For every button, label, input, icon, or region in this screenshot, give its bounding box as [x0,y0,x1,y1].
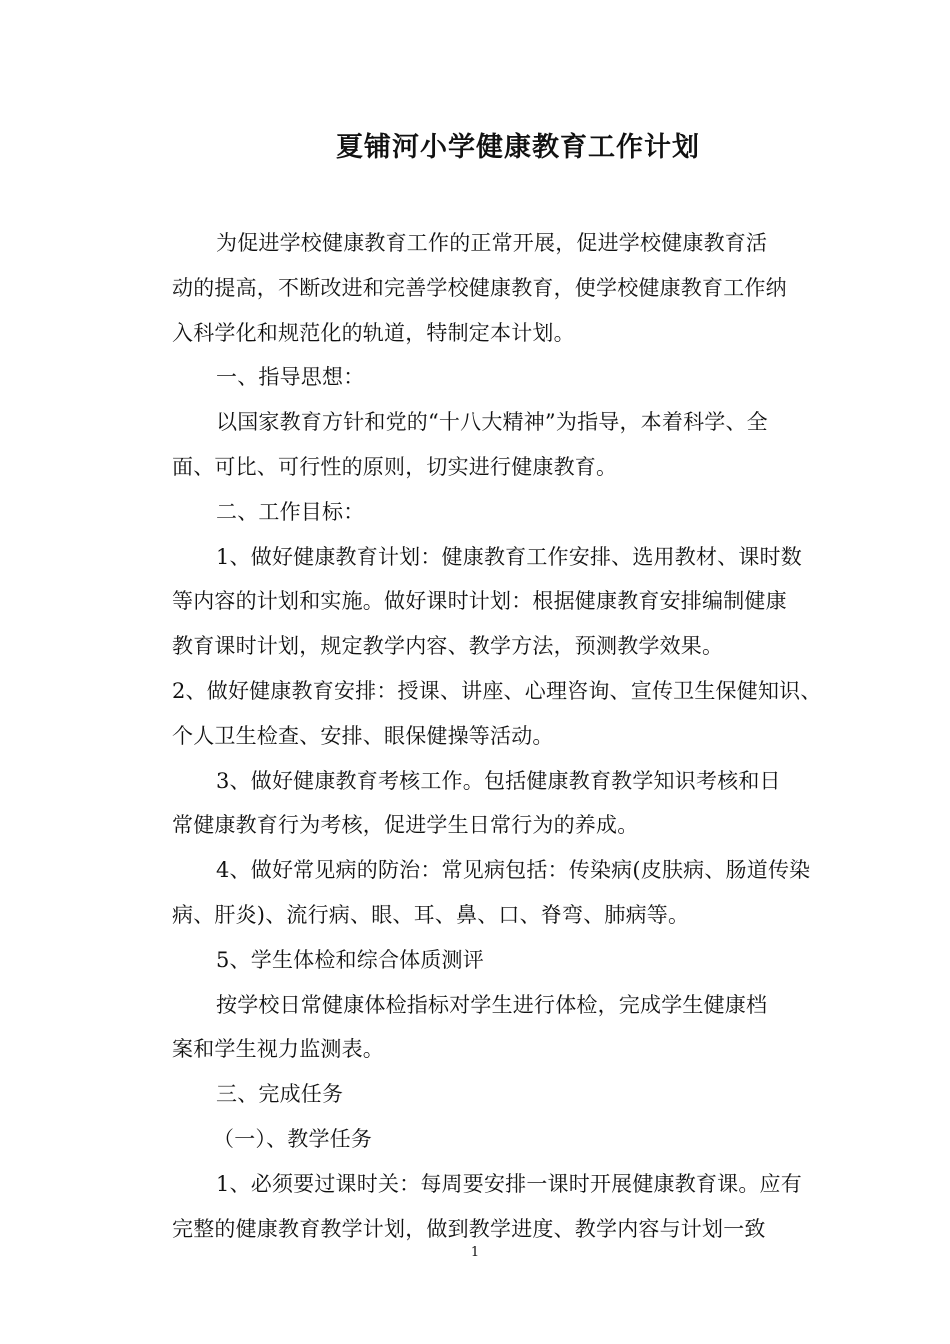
section-heading: 二、工作目标： [216,499,365,524]
list-item-line: 完整的健康教育教学计划，做到教学进度、教学内容与计划一致 [172,1216,766,1241]
paragraph-line: 入科学化和规范化的轨道，特制定本计划。 [172,320,575,345]
paragraph-line: 面、可比、可行性的原则，切实进行健康教育。 [172,454,618,479]
list-item-line: 个人卫生检查、安排、眼保健操等活动。 [172,723,554,748]
page-number: 1 [470,1245,480,1260]
paragraph-line: 案和学生视力监测表。 [172,1037,384,1062]
list-item-line: 1、必须要过课时关：每周要安排一课时开展健康教育课。应有 [216,1171,802,1196]
list-item-line: 2、做好健康教育安排：授课、讲座、心理咨询、宣传卫生保健知识、 [172,678,822,703]
list-item-line: 病、肝炎)、流行病、眼、耳、鼻、口、脊弯、肺病等。 [172,902,690,927]
list-item-line: 4、做好常见病的防治：常见病包括：传染病(皮肤病、肠道传染 [216,858,811,883]
paragraph-line: 以国家教育方针和党的“十八大精神”为指导，本着科学、全 [216,410,768,435]
list-item-line: 5、学生体检和综合体质测评 [216,947,484,972]
list-item-line: 1、做好健康教育计划：健康教育工作安排、选用教材、课时数 [216,544,802,569]
paragraph-line: 为促进学校健康教育工作的正常开展，促进学校健康教育活 [216,231,768,255]
list-item-line: 教育课时计划，规定教学内容、教学方法，预测教学效果。 [172,634,724,659]
section-heading: 一、指导思想： [216,365,365,390]
list-item-line: 常健康教育行为考核，促进学生日常行为的养成。 [172,813,639,838]
document-body [172,221,822,1251]
section-heading: 三、完成任务 [216,1082,344,1107]
paragraph-line: 动的提高，不断改进和完善学校健康教育，使学校健康教育工作纳 [172,275,787,300]
list-item-line: 3、做好健康教育考核工作。包括健康教育教学知识考核和日 [216,768,781,793]
list-item-line: 等内容的计划和实施。做好课时计划：根据健康教育安排编制健康 [172,589,787,614]
document-title: 夏铺河小学健康教育工作计划 [336,132,700,163]
subsection-heading: （一）、教学任务 [213,1126,373,1151]
paragraph-line: 按学校日常健康体检指标对学生进行体检，完成学生健康档 [216,992,768,1017]
